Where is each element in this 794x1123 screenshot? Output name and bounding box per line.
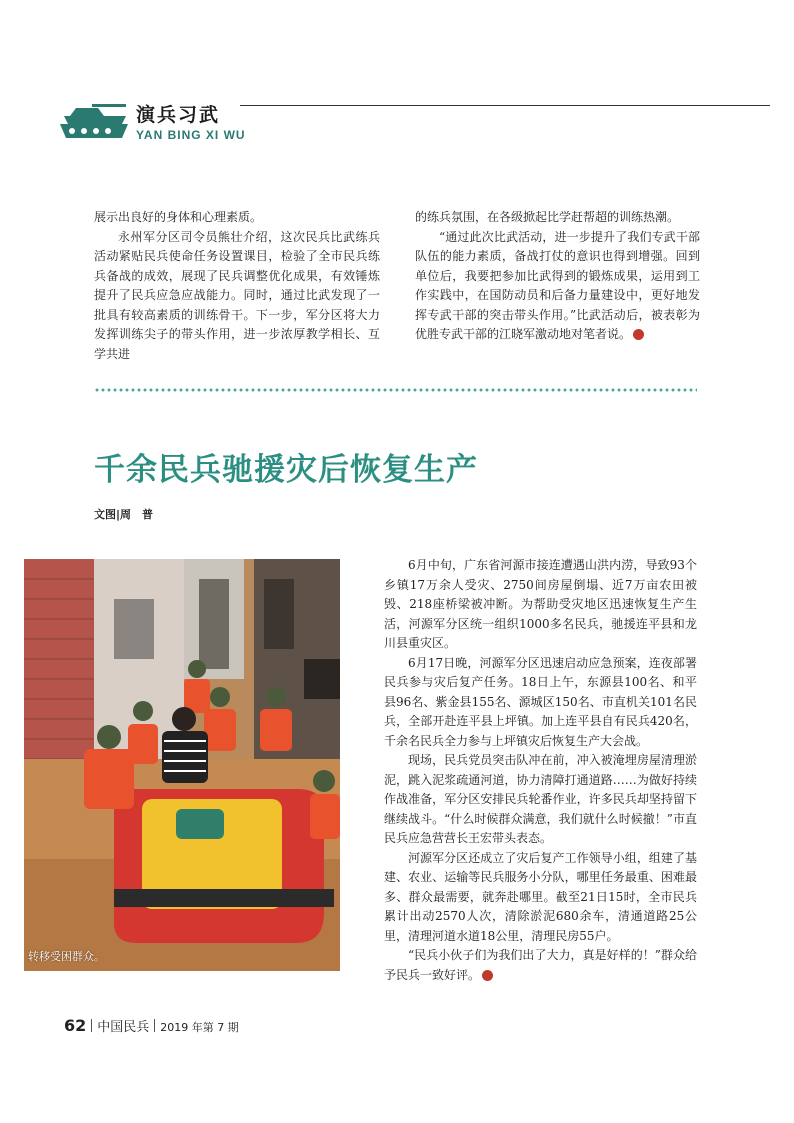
paragraph-text: “通过此次比武活动，进一步提升了我们专武干部队伍的能力素质，备战打仗的意识也得到增强。回到单位后，我要把参加比武得到的锻炼成果，运用到工作实践中，在国防动员和后备力量建设中，更好地发挥专武干部的突击带头作用。”比武活动后，被表彰为优胜专武干部的江晓军激动地对笔者说。 <box>415 229 700 341</box>
photo-caption: 转移受困群众。 <box>28 950 105 963</box>
paragraph: 现场，民兵党员突击队冲在前，冲入被淹埋房屋清理淤泥，跳入泥浆疏通河道，协力清障打通道路……为做好持续作战准备，军分区安排民兵轮番作业，许多民兵却坚持留下继续战斗。“什么时候群众满意，我们就什么时候撤！”市直民兵应急营营长王宏带头表态。 <box>384 753 697 845</box>
prev-article-left-column <box>94 208 380 364</box>
magazine-name: 中国民兵 <box>97 1020 150 1035</box>
issue-label: 2019 年第 7 期 <box>160 1021 239 1034</box>
end-mark-icon: 民 <box>633 329 644 340</box>
page-footer <box>64 1016 239 1035</box>
paragraph <box>384 946 697 985</box>
paragraph-text: “民兵小伙子们为我们出了大力，真是好样的！”群众给予民兵一致好评。 <box>384 948 697 982</box>
page-number: 62 <box>64 1016 87 1035</box>
paragraph: 的练兵氛围，在各级掀起比学赶帮超的训练热潮。 <box>415 210 680 224</box>
paragraph: 6月中旬，广东省河源市接连遭遇山洪内涝，导致93个乡镇17万余人受灾、2750间房屋倒塌、近7万亩农田被毁、218座桥梁被冲断。为帮助受灾地区迅速恢复生产生活，河源军分区统一组织1000多名民兵，驰援连平县和龙川县重灾区。 <box>384 558 697 650</box>
footer-separator <box>91 1019 92 1032</box>
tank-icon <box>56 96 132 144</box>
section-subtitle: YAN BING XI WU <box>136 128 246 142</box>
dotted-divider <box>94 388 697 392</box>
prev-article-right-column <box>415 208 700 345</box>
paragraph <box>415 228 700 345</box>
paragraph: 6月17日晚，河源军分区迅速启动应急预案，连夜部署民兵参与灾后复产任务。18日上午，东源县100名、和平县96名、紫金县155名、源城区150名、市直机关101名民兵，全部开赴连平县上坪镇。加上连平县自有民兵420名，千余名民兵全力参与上坪镇灾后恢复生产大会战。 <box>384 655 697 748</box>
flood-rescue-photo <box>24 559 340 971</box>
paragraph: 河源军分区还成立了灾后复产工作领导小组，组建了基建、农业、运输等民兵服务小分队，哪里任务最重、困难最多、群众最需要，就奔赴哪里。截至21日15时，全市民兵累计出动2570人次，清除淤泥680余车，清通道路25公里，清理河道水道18公里，清理民房55户。 <box>384 850 697 943</box>
header-rule <box>240 105 770 106</box>
end-mark-icon: 民 <box>482 970 493 981</box>
article-title: 千余民兵驰援灾后恢复生产 <box>94 452 478 488</box>
article-body <box>384 556 697 985</box>
footer-separator <box>154 1019 155 1032</box>
section-title: 演兵习武 <box>136 104 221 126</box>
paragraph: 永州军分区司令员熊壮介绍，这次民兵比武练兵活动紧贴民兵使命任务设置课目，检验了全市民兵练兵备战的成效，展现了民兵调整优化成果，有效锤炼提升了民兵应急应战能力。同时，通过比武发现了一批具有较高素质的训练骨干。下一步，军分区将大力发挥训练尖子的带头作用，进一步浓厚教学相长、互学共进 <box>94 229 380 361</box>
photo-illustration <box>24 559 340 971</box>
paragraph: 展示出良好的身体和心理素质。 <box>94 210 263 224</box>
byline: 文图|周 普 <box>94 508 154 521</box>
